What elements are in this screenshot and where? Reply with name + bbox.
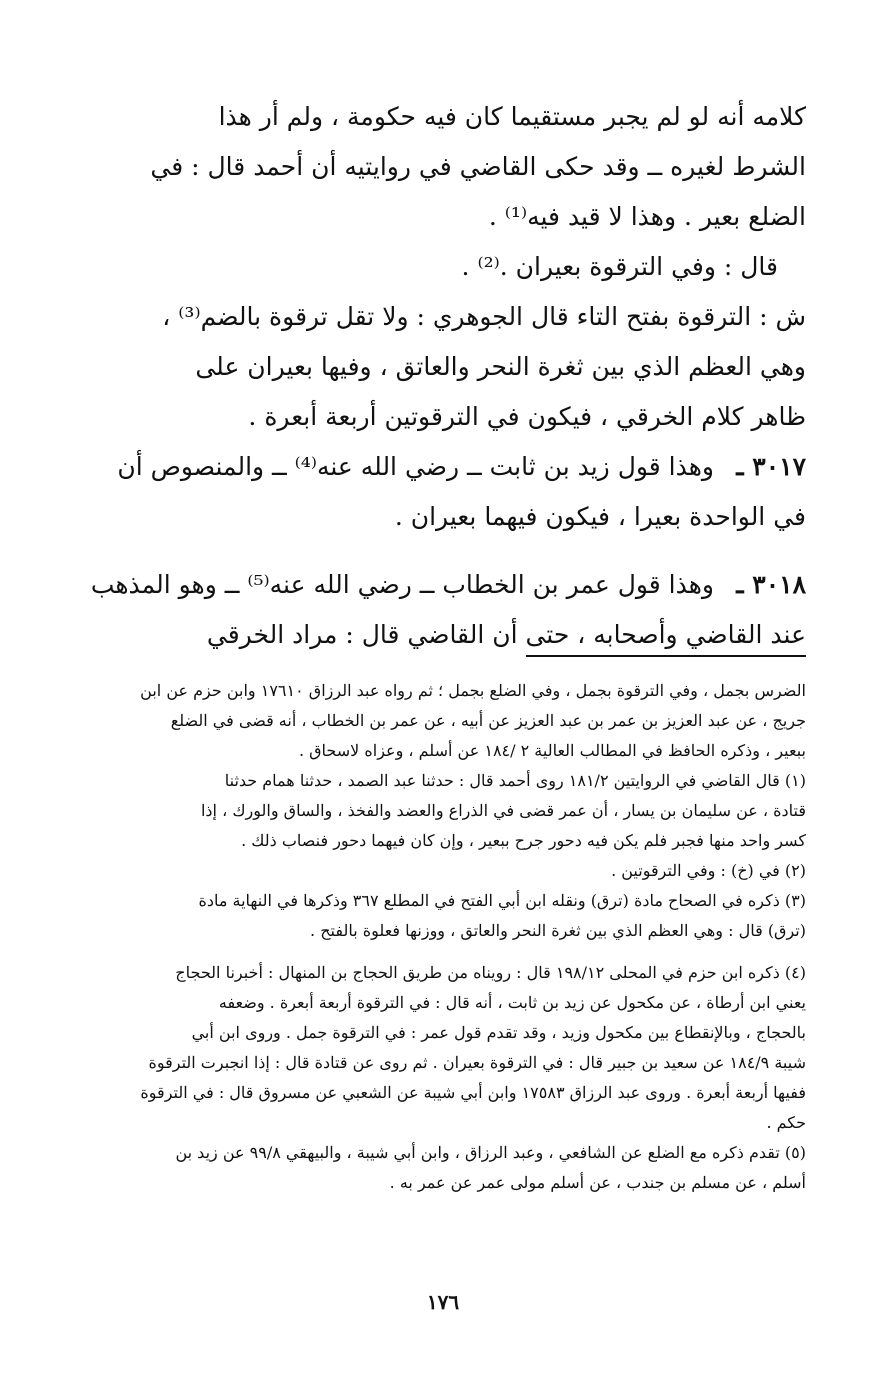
text-line: في الواحدة بعيرا ، فيكون فيهما بعيران . <box>394 502 806 531</box>
text-line: وهي العظم الذي بين ثغرة النحر والعاتق ، وفيها بعيران على <box>195 352 806 381</box>
paragraph-1 <box>80 92 806 242</box>
spacer <box>80 946 806 958</box>
footnote-line: (٣) ذكره في الصحاح مادة (ترق) ونقله ابن أبي الفتح في المطلع ٣٦٧ وذكرها في النهاية مادة <box>198 891 806 910</box>
paragraph-2 <box>80 242 806 292</box>
footnote-1 <box>80 766 806 856</box>
footnote-line: جريج ، عن عبد العزيز بن عمر بن عبد العزيز عن أبيه ، عن عمر بن الخطاب ، أنه قضى في الضلع <box>170 711 806 730</box>
text-line: عند القاضي وأصحابه ، حتى أن القاضي قال : مراد الخرقي <box>206 620 806 649</box>
footnote-line: كسر واحد منها فجبر فلم يكن فيه دحور جرح ببعير ، وإن كان فيهما دحور فنصاب ذلك . <box>241 831 806 850</box>
text-line: ظاهر كلام الخرقي ، فيكون في الترقوتين أربعة أبعرة . <box>248 402 806 431</box>
spacer <box>80 542 806 560</box>
footnote-line: شيبة ١٨٤/٩ عن سعيد بن جبير قال : في الترقوة بعيران . ثم روى عن قتادة قال : إذا انجبرت الترقوة <box>148 1053 806 1072</box>
paragraph-3 <box>80 292 806 442</box>
paragraph-3017 <box>80 442 806 542</box>
footnote-separator <box>526 655 806 657</box>
footnote-line: قتادة ، عن سليمان بن يسار ، أن عمر قضى في الذراع والعضد والفخذ ، والساق والورك ، إذا <box>200 801 806 820</box>
text-span: وهذا قول زيد بن ثابت ــ رضي الله عنه⁽⁴⁾ ــ والمنصوص أن <box>117 452 714 481</box>
text-line <box>80 442 806 492</box>
paragraph-3018 <box>80 560 806 660</box>
paragraph-number: ٣٠١٧ ـ <box>736 452 806 481</box>
text-line: قال : وفي الترقوة بعيران .⁽²⁾ . <box>461 252 778 281</box>
footnote-line: ببعير ، وذكره الحافظ في المطالب العالية ٢ /١٨٤ عن أسلم ، وعزاه لاسحاق . <box>298 741 806 760</box>
text-line <box>80 560 806 610</box>
text-line: الشرط لغيره ــ وقد حكى القاضي في روايتيه أن أحمد قال : في <box>150 152 806 181</box>
footnote-line: (ترق) قال : وهي العظم الذي بين ثغرة النحر والعاتق ، ووزنها فعلوة بالفتح . <box>310 921 806 940</box>
text-line: ش : الترقوة بفتح التاء قال الجوهري : ولا تقل ترقوة بالضم⁽³⁾ ، <box>162 302 806 331</box>
main-text <box>80 92 806 660</box>
footnote-line: (٢) في (خ) : وفي الترقوتين . <box>611 861 806 880</box>
footnote-line: (٥) تقدم ذكره مع الضلع عن الشافعي ، وعبد الرزاق ، وابن أبي شيبة ، والبيهقي ٩٩/٨ عن زيد بن <box>175 1143 806 1162</box>
footnote-line: الضرس بجمل ، وفي الترقوة بجمل ، وفي الضلع بجمل ؛ ثم رواه عبد الرزاق ١٧٦١٠ وابن حزم عن ابن <box>140 681 806 700</box>
footnotes <box>80 676 806 1198</box>
footnote-5 <box>80 1138 806 1198</box>
paragraph-number: ٣٠١٨ ـ <box>736 570 806 599</box>
footnote-4 <box>80 958 806 1138</box>
footnote-line: أسلم ، عن مسلم بن جندب ، عن أسلم مولى عمر عن عمر به . <box>389 1173 806 1192</box>
page-number: ١٧٦ <box>426 1290 460 1314</box>
text-span: وهذا قول عمر بن الخطاب ــ رضي الله عنه⁽⁵⁾ ــ وهو المذهب <box>90 570 714 599</box>
footnote-2 <box>80 856 806 886</box>
footnote-line: يعني ابن أرطاة ، عن مكحول عن زيد بن ثابت ، أنه قال : في الترقوة أربعة أبعرة . وضعفه <box>218 993 806 1012</box>
text-line: الضلع بعير . وهذا لا قيد فيه⁽¹⁾ . <box>488 202 806 231</box>
footnote-line: حكم . <box>766 1113 806 1132</box>
footnote-line: بالحجاج ، وبالإنقطاع بين مكحول وزيد ، وقد تقدم قول عمر : في الترقوة جمل . وروى ابن أبي <box>191 1023 806 1042</box>
footnote-continuation <box>80 676 806 766</box>
footnote-line: (١) قال القاضي في الروايتين ١٨١/٢ روى أحمد قال : حدثنا عبد الصمد ، حدثنا همام حدثنا <box>224 771 806 790</box>
footnote-line: (٤) ذكره ابن حزم في المحلى ١٩٨/١٢ قال : رويناه من طريق الحجاج بن المنهال : أخبرنا الحجاج <box>175 963 806 982</box>
text-line: كلامه أنه لو لم يجبر مستقيما كان فيه حكومة ، ولم أر هذا <box>218 102 806 131</box>
footnote-3 <box>80 886 806 946</box>
footnote-line: ففيها أربعة أبعرة . وروى عبد الرزاق ١٧٥٨٣ وابن أبي شيبة عن الشعبي عن مسروق قال : في الترقوة <box>140 1083 806 1102</box>
